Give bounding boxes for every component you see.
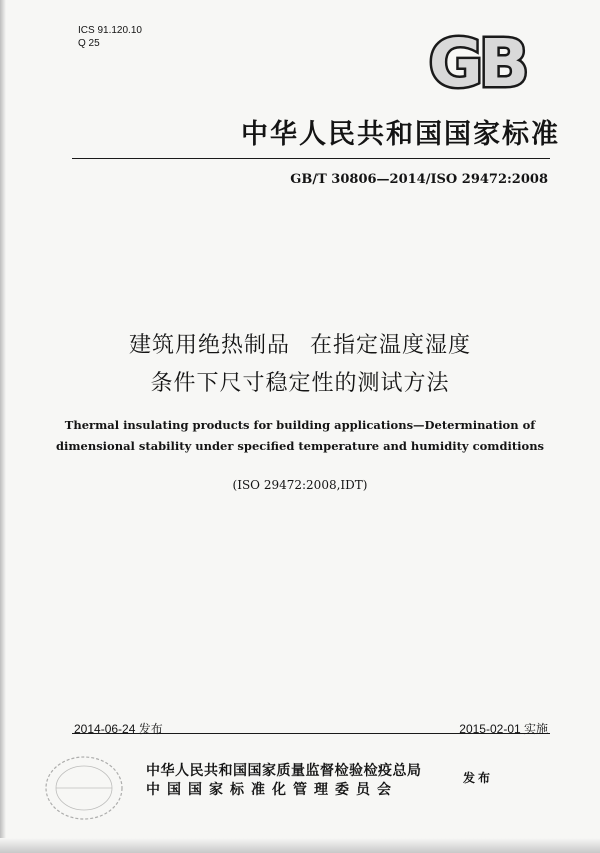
- chinese-title-line1: [0, 328, 600, 359]
- issue-date: 2014-06-24 发布: [74, 722, 163, 736]
- iso-reference: (ISO 29472:2008,IDT): [232, 478, 368, 492]
- top-divider: [72, 158, 550, 159]
- classification-block: [78, 24, 142, 50]
- gb-logo: [418, 30, 536, 92]
- publish-label: 发布: [463, 771, 494, 785]
- scan-edge-bottom: [0, 838, 600, 853]
- gb-logo-text: GB: [428, 30, 526, 92]
- chinese-title-line2: 条件下尺寸稳定性的测试方法: [150, 371, 450, 396]
- implementation-date: 2015-02-01 实施: [459, 722, 548, 736]
- standard-number: GB/T 30806—2014/ISO 29472:2008: [290, 172, 548, 187]
- chinese-title-line1-part2: 在指定温度湿度: [310, 333, 472, 358]
- stamp-seal-icon: [42, 752, 126, 824]
- ccs-code: Q 25: [78, 38, 100, 49]
- chinese-title-line1-part1: 建筑用绝热制品: [128, 333, 290, 358]
- national-standard-title: 中华人民共和国国家标准: [241, 119, 560, 150]
- english-title-line2: dimensional stability under specified temperature and humidity comditions: [55, 439, 545, 453]
- ics-code: ICS 91.120.10: [78, 25, 142, 36]
- issuer-aqsiq: 中华人民共和国国家质量监督检验检疫总局: [146, 763, 422, 779]
- bottom-divider: [72, 733, 550, 734]
- issuer-sac: 中国国家标准化管理委员会: [146, 782, 398, 798]
- english-title-line1: Thermal insulating products for building applications—Determination of: [64, 418, 536, 432]
